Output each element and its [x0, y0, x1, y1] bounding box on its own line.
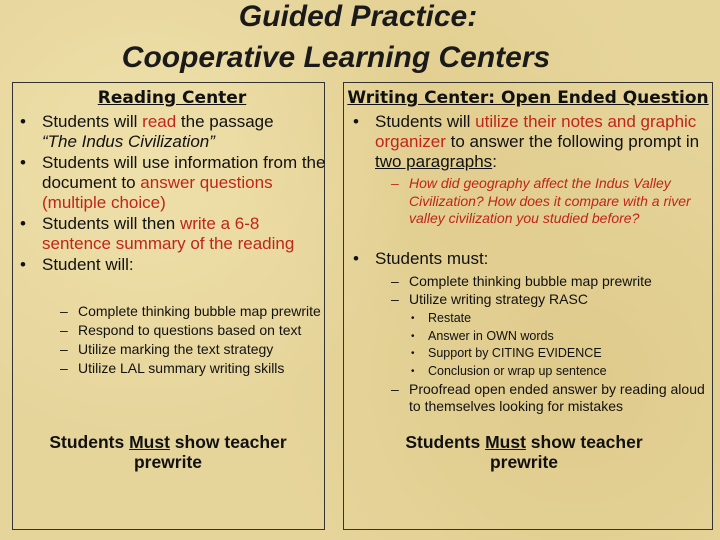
reading-sub-item: – Complete thinking bubble map prewrite	[56, 303, 321, 319]
reading-sub-item: – Utilize marking the text strategy	[56, 341, 321, 357]
reading-must-emphasis: Must	[129, 432, 170, 452]
reading-must-text-end: show teacher prewrite	[133, 432, 287, 472]
reading-must-note	[22, 432, 314, 472]
writing-center-list	[349, 112, 704, 172]
rasc-list	[411, 310, 707, 380]
reading-center-list	[16, 112, 326, 275]
reading-bullet-2	[16, 153, 326, 213]
reading-sub-list	[56, 303, 321, 376]
rasc-item: • Support by CITING EVIDENCE	[411, 345, 707, 363]
reading-bullet-1-text-end: the passage	[176, 112, 274, 131]
title-line-1: Guided Practice:	[238, 0, 478, 33]
reading-bullet-2-highlight: answer questions (multiple choice)	[42, 173, 273, 212]
writing-must-emphasis: Must	[485, 432, 526, 452]
writing-must-text: Students	[405, 432, 486, 452]
rasc-item: • Restate	[411, 310, 707, 328]
reading-bullet-3-highlight: write a 6-8 sentence summary of the reading	[42, 214, 295, 253]
writing-sub-item	[387, 290, 707, 380]
writing-must-text-end: show teacher prewrite	[489, 432, 643, 472]
reading-bullet-1	[16, 112, 326, 152]
reading-bullet-3	[16, 214, 326, 254]
reading-bullet-1-text: Students will	[42, 112, 143, 131]
writing-bullet-1-text: Students will	[375, 112, 476, 131]
writing-bullet-2: • Students must:	[349, 249, 704, 269]
writing-sub-item-text: Utilize writing strategy RASC	[409, 291, 588, 307]
reading-bullet-2-text: Students will use information from the document to	[42, 153, 326, 192]
writing-center-heading: Writing Center: Open Ended Question	[347, 88, 709, 108]
title-line-2: Cooperative Learning Centers	[121, 41, 551, 74]
writing-must-note	[378, 432, 670, 472]
writing-bullet-1	[349, 112, 704, 172]
reading-must-text: Students	[49, 432, 130, 452]
writing-bullet-1-highlight: utilize their notes and graphic organizer	[375, 112, 697, 151]
reading-center-heading: Reading Center	[97, 88, 247, 108]
writing-bullet-1-underline: two paragraphs	[375, 152, 493, 171]
reading-bullet-3-text: Students will then	[42, 214, 180, 233]
reading-bullet-4: • Student will:	[16, 255, 326, 275]
rasc-item: • Conclusion or wrap up sentence	[411, 363, 707, 381]
writing-bullet-1-text-mid: to answer the following prompt in	[445, 132, 700, 151]
writing-prompt-list	[387, 175, 707, 228]
reading-bullet-1-highlight: read	[142, 112, 177, 131]
reading-bullet-1-passage: “The Indus Civilization”	[42, 132, 215, 151]
writing-sub-item: – Proofread open ended answer by reading aloud to themselves looking for mistakes	[387, 381, 707, 415]
reading-sub-item: – Utilize LAL summary writing skills	[56, 360, 321, 376]
reading-sub-item: – Respond to questions based on text	[56, 322, 321, 338]
rasc-item: • Answer in OWN words	[411, 328, 707, 346]
writing-sub-list	[387, 272, 707, 415]
writing-center-list-2	[349, 249, 704, 269]
writing-bullet-1-text-end: :	[492, 152, 497, 171]
writing-prompt: – How did geography affect the Indus Valley Civilization? How does it compare with a river valley civilization you studied before?	[387, 175, 707, 228]
writing-sub-item: – Complete thinking bubble map prewrite	[387, 272, 707, 290]
